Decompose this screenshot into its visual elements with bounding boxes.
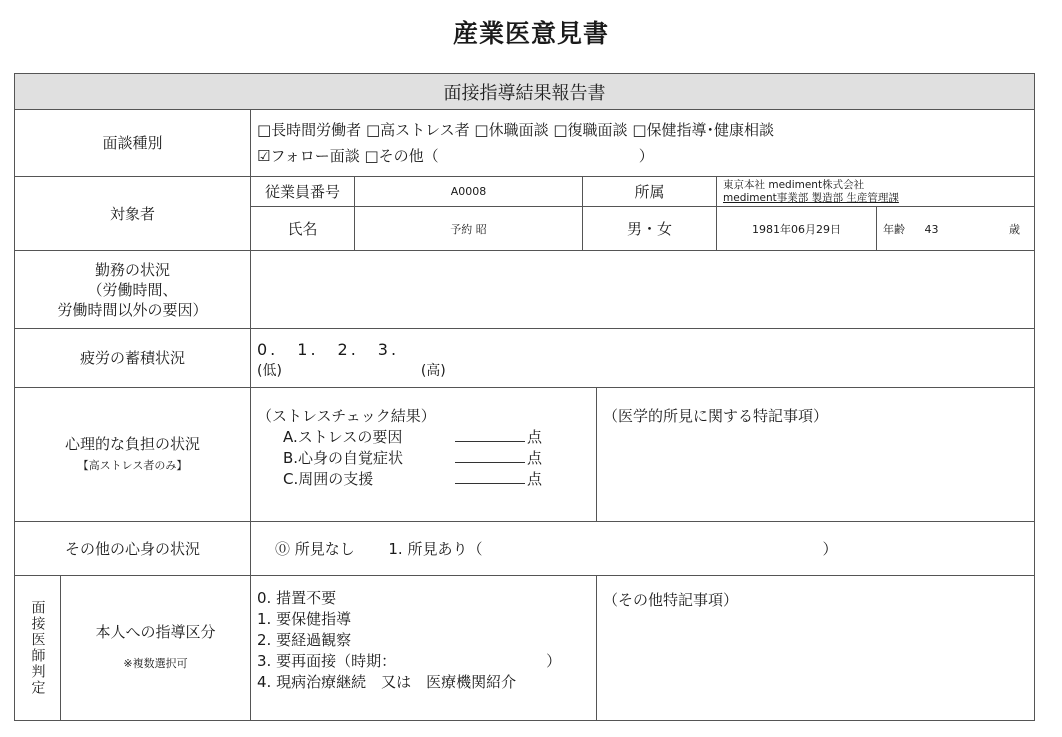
no-findings-option[interactable]: ⓪ 所見なし [275,540,355,558]
affiliation-label: 所属 [583,177,717,207]
other-status-label: その他の心身の状況 [15,522,251,576]
stress-label-sub: 【高ストレス者のみ】 [77,458,188,472]
stress-c-input[interactable] [455,469,525,484]
guidance-option-2[interactable]: 2. 要経過観察 [257,631,352,649]
work-status-label [15,251,251,329]
report-form [14,73,1035,721]
medical-findings-field[interactable] [597,388,1035,522]
interview-type-label: 面談種別 [15,110,251,177]
other-close: ） [638,147,654,165]
other-status-options[interactable] [251,522,1035,576]
affiliation-value [717,177,1035,207]
affiliation-line1: 東京本社 mediment株式会社 [723,178,865,191]
interview-type-options[interactable] [251,110,1035,177]
findings-close: ） [822,540,838,558]
work-status-field[interactable] [251,251,1035,329]
guidance-option-3[interactable]: 3. 要再面接（時期： ） [257,652,562,670]
age-value: 43 [924,222,939,236]
guidance-label-main: 本人への指導区分 [95,623,216,641]
report-title: 面接指導結果報告書 [15,74,1035,110]
affiliation-line2: mediment事業部 製造部 生産管理課 [723,191,899,204]
followup-checkbox-checked[interactable]: ☑ [257,147,271,165]
other-option[interactable]: □その他（ [364,147,439,165]
stress-label-main: 心理的な負担の状況 [64,434,200,453]
followup-label: フォロー面談 [270,147,360,165]
guidance-option-0[interactable]: 0. 措置不要 [257,589,337,607]
fatigue-scale-values[interactable]: 0. 1. 2. 3. [257,339,400,359]
employee-no-value: A0008 [355,177,583,207]
stress-a-input[interactable] [455,427,525,442]
findings-option[interactable]: 1. 所見あり（ [388,540,483,558]
stress-check-title: （ストレスチェック結果） [257,407,436,425]
fatigue-scale[interactable] [251,329,1035,388]
interview-type-line1[interactable]: □長時間労働者 □高ストレス者 □休職面談 □復職面談 □保健指導･健康相談 [257,121,774,139]
stress-item-a: A.ストレスの要因 点 [283,428,543,446]
document-title: 産業医意見書 [452,19,609,48]
guidance-option-4[interactable]: 4. 現病治療継続 又は 医療機関紹介 [257,673,517,691]
medical-findings-title: （医学的所見に関する特記事項） [603,407,829,425]
doctor-judgment-side-label: 面接医師判定 [15,576,61,721]
stress-check-results [251,388,597,522]
stress-item-b: B.心身の自覚症状 点 [283,449,543,467]
subject-label: 対象者 [15,177,251,251]
name-label: 氏名 [251,207,355,251]
other-notes-field[interactable] [597,576,1035,721]
stress-item-c: C.周囲の支援 点 [283,470,543,488]
fatigue-label: 疲労の蓄積状況 [15,329,251,388]
sex-options[interactable]: 男・女 [626,220,672,238]
no-findings-label: 所見なし [294,540,355,558]
work-status-label-1: 勤務の状況 [94,260,170,279]
interview-type-line2[interactable] [257,143,1034,169]
guidance-option-1[interactable]: 1. 要保健指導 [257,610,352,628]
name-value: 予約 昭 [355,207,583,251]
stress-b-input[interactable] [455,448,525,463]
age-label: 年齢 [883,222,905,236]
guidance-options[interactable] [251,576,597,721]
other-notes-title: （その他特記事項） [603,591,739,609]
guidance-label-sub: ※複数選択可 [123,657,188,670]
age-cell [877,207,1035,251]
work-status-label-3: 労働時間以外の要因） [57,300,208,319]
work-status-label-2: （労働時間、 [87,280,178,299]
fatigue-low: (低) [257,362,282,379]
employee-no-label: 従業員番号 [251,177,355,207]
fatigue-high: (高) [420,362,446,379]
birthdate-value: 1981年06月29日 [717,207,877,251]
guidance-label [61,576,251,721]
stress-label [15,388,251,522]
age-unit: 歳 [1009,222,1020,236]
sex-selector[interactable] [583,207,717,251]
